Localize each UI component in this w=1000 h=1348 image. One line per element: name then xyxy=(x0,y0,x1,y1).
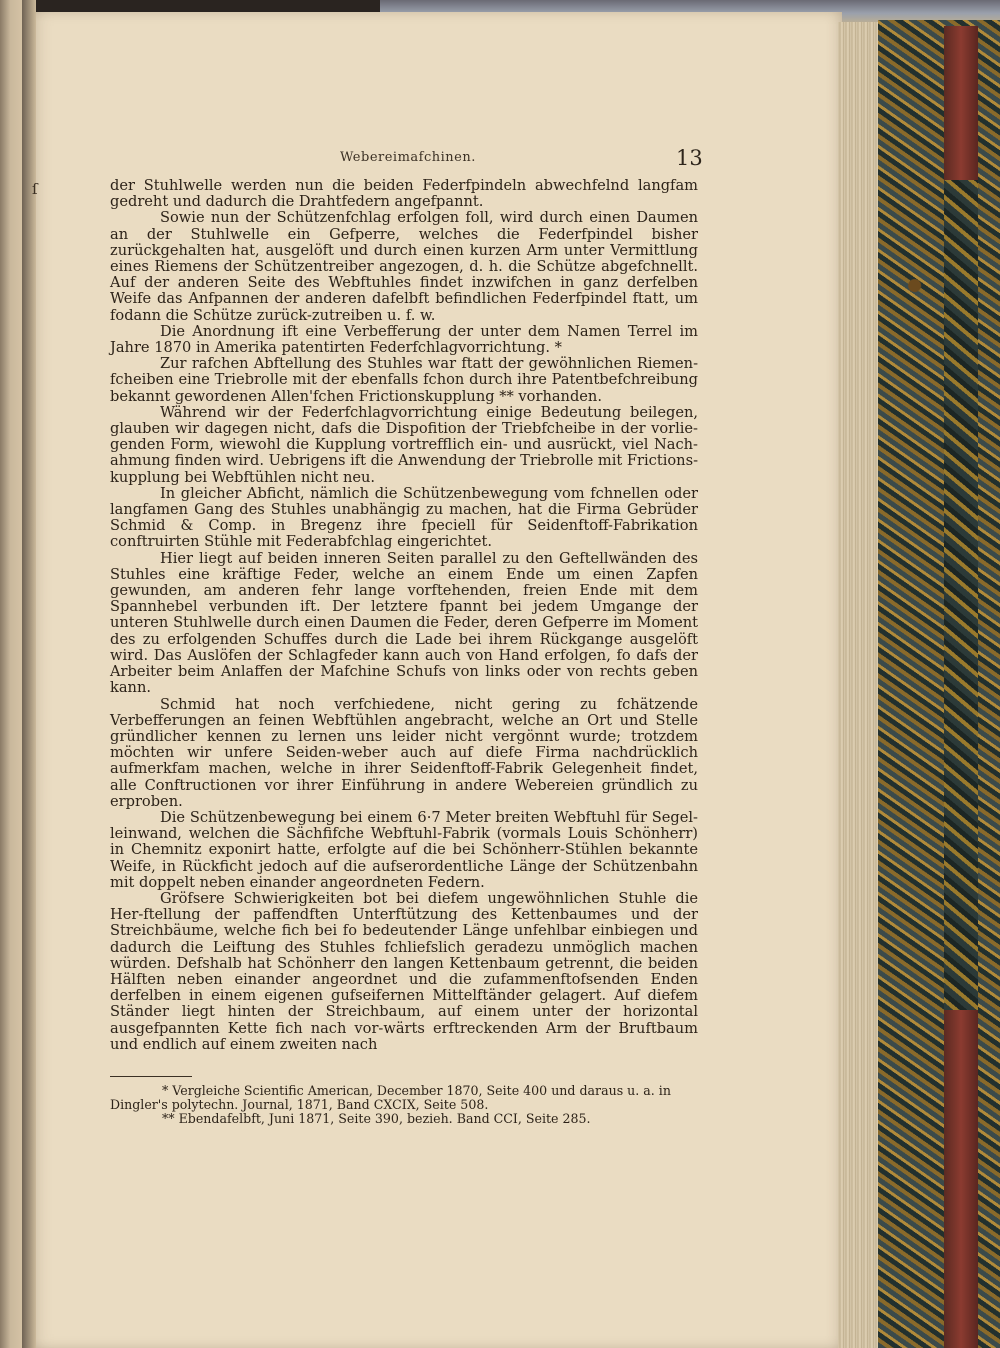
paragraph: Die Schützenbewegung bei einem 6·7 Meter breiten Webftuhl für Segel-leinwand, welchen die Sächfifche Webftuhl-Fabrik (vormals Louis Schönherr) in Chemnitz exponirt hatte, erfolgte auf die bei Schönherr-Stühlen bekannte Weife, in Rückficht jedoch auf die aufserordentliche Länge der Schützenbahn mit doppelt neben einander angeordneten Federn. xyxy=(110,808,698,891)
marbled-cover xyxy=(878,20,1000,1348)
marbled-cover-panel xyxy=(944,180,978,1010)
page-gutter xyxy=(22,0,36,1348)
page-edges xyxy=(838,22,882,1348)
footnote: ** Ebendafelbft, Juni 1871, Seite 390, bezieh. Band CCI, Seite 285. xyxy=(162,1111,591,1127)
paragraph: Schmid hat noch verfchiedene, nicht gering zu fchätzende Verbefferungen an feinen Webftühlen angebracht, welche an Ort und Stelle gründlicher kennen zu lernen uns leider nicht vergönnt wurde; trotzdem möchten wir unfere Seiden-weber auch auf diefe Firma nachdrücklich aufmerkfam machen, welche in ihrer Seidenftoff-Fabrik Gelegenheit findet, alle Conftructionen vor ihrer Einführung in andere Webereien gründlich zu erproben. xyxy=(110,695,698,810)
paragraph: Während wir der Federfchlagvorrichtung einige Bedeutung beilegen, glauben wir dagegen nicht, dafs die Dispofition der Triebfcheibe in der vorlie-genden Form, wiewohl die Kupplung vortrefflich ein- und ausrückt, viel Nach-ahmung finden wird. Uebrigens ift die Anwendung der Triebrolle mit Frictions-kupplung bei Webftühlen nicht neu. xyxy=(110,403,698,486)
paragraph: der Stuhlwelle werden nun die beiden Federfpindeln abwechfelnd langfam gedreht und dadurch die Drahtfedern angefpannt. xyxy=(110,177,698,211)
paragraph: Zur rafchen Abftellung des Stuhles war ftatt der gewöhnlichen Riemen-fcheiben eine Triebrolle mit der ebenfalls fchon durch ihre Patentbefchreibung bekannt gewordenen Allen'fchen Frictionskupplung ** vorhanden. xyxy=(110,355,698,405)
paragraph: Sowie nun der Schützenfchlag erfolgen foll, wird durch einen Daumen an der Stuhlwelle ein Gefperre, welches die Federfpindel bisher zurückgehalten hat, ausgelöft und durch einen kurzen Arm unter Vermittlung eines Riemens der Schützentreiber angezogen, d. h. die Schütze abgefchnellt. Auf der anderen Seite des Webftuhles findet inzwifchen in ganz derfelben Weife das Anfpannen der anderen dafelbft befindlichen Federfpindel ftatt, um fodann die Schütze zurück-zutreiben u. f. w. xyxy=(110,209,698,324)
margin-mark: ſ xyxy=(32,180,38,198)
body-text xyxy=(110,178,698,1053)
paragraph: Die Anordnung ift eine Verbefferung der unter dem Namen Terrel im Jahre 1870 in Amerika patentirten Federfchlagvorrichtung. * xyxy=(110,322,698,357)
footnotes xyxy=(110,1084,698,1127)
page-number: 13 xyxy=(676,146,703,170)
paragraph: Gröfsere Schwierigkeiten bot bei diefem ungewöhnlichen Stuhle die Her-ftellung der paffendften Unterftützung des Kettenbaumes und der Streichbäume, welche fich bei fo bedeutender Länge unfehlbar einbiegen und dadurch die Leiftung des Stuhles fchliefslich geradezu unmöglich machen würden. Defshalb hat Schönherr den langen Kettenbaum getrennt, die beiden Hälften neben einander angeordnet und die zufammenftofsenden Enden derfelben in einem eigenen gufseifernen Mittelftänder gelagert. Auf diefem Ständer liegt hinten der Streichbaum, auf einem unter der horizontal ausgefpannten Kette fich nach vor-wärts erftreckenden Arm der Bruftbaum und endlich auf einem zweiten nach xyxy=(110,889,698,1053)
footnote-rule xyxy=(110,1076,192,1077)
paragraph: In gleicher Abficht, nämlich die Schützenbewegung vom fchnellen oder langfamen Gang des Stuhles unabhängig zu machen, hat die Firma Gebrüder Schmid & Comp. in Bregenz ihre fpeciell für Seidenftoff-Fabrikation conftruirten Stühle mit Federabfchlag eingerichtet. xyxy=(110,484,698,551)
footnote: * Vergleiche Scientific American, December 1870, Seite 400 und daraus u. a. in Dingler's polytechn. Journal, 1871, Band CXCIX, Seite 508. xyxy=(110,1083,671,1113)
running-header: Webereimafchinen. xyxy=(340,150,476,165)
paragraph: Hier liegt auf beiden inneren Seiten parallel zu den Geftellwänden des Stuhles eine kräftige Feder, welche an einem Ende um einen Zapfen gewunden, am anderen fehr lange vorftehenden, freien Ende mit dem Spannhebel verbunden ift. Der letztere fpannt bei jedem Umgange der unteren Stuhlwelle durch einen Daumen die Feder, deren Gefperre im Moment des zu erfolgenden Schuffes durch die Lade bei ihrem Rückgange ausgelöft wird. Das Auslöfen der Schlagfeder kann auch von Hand erfolgen, fo dafs der Arbeiter beim Anlaffen der Mafchine Schufs von links oder von rechts geben kann. xyxy=(110,549,698,697)
